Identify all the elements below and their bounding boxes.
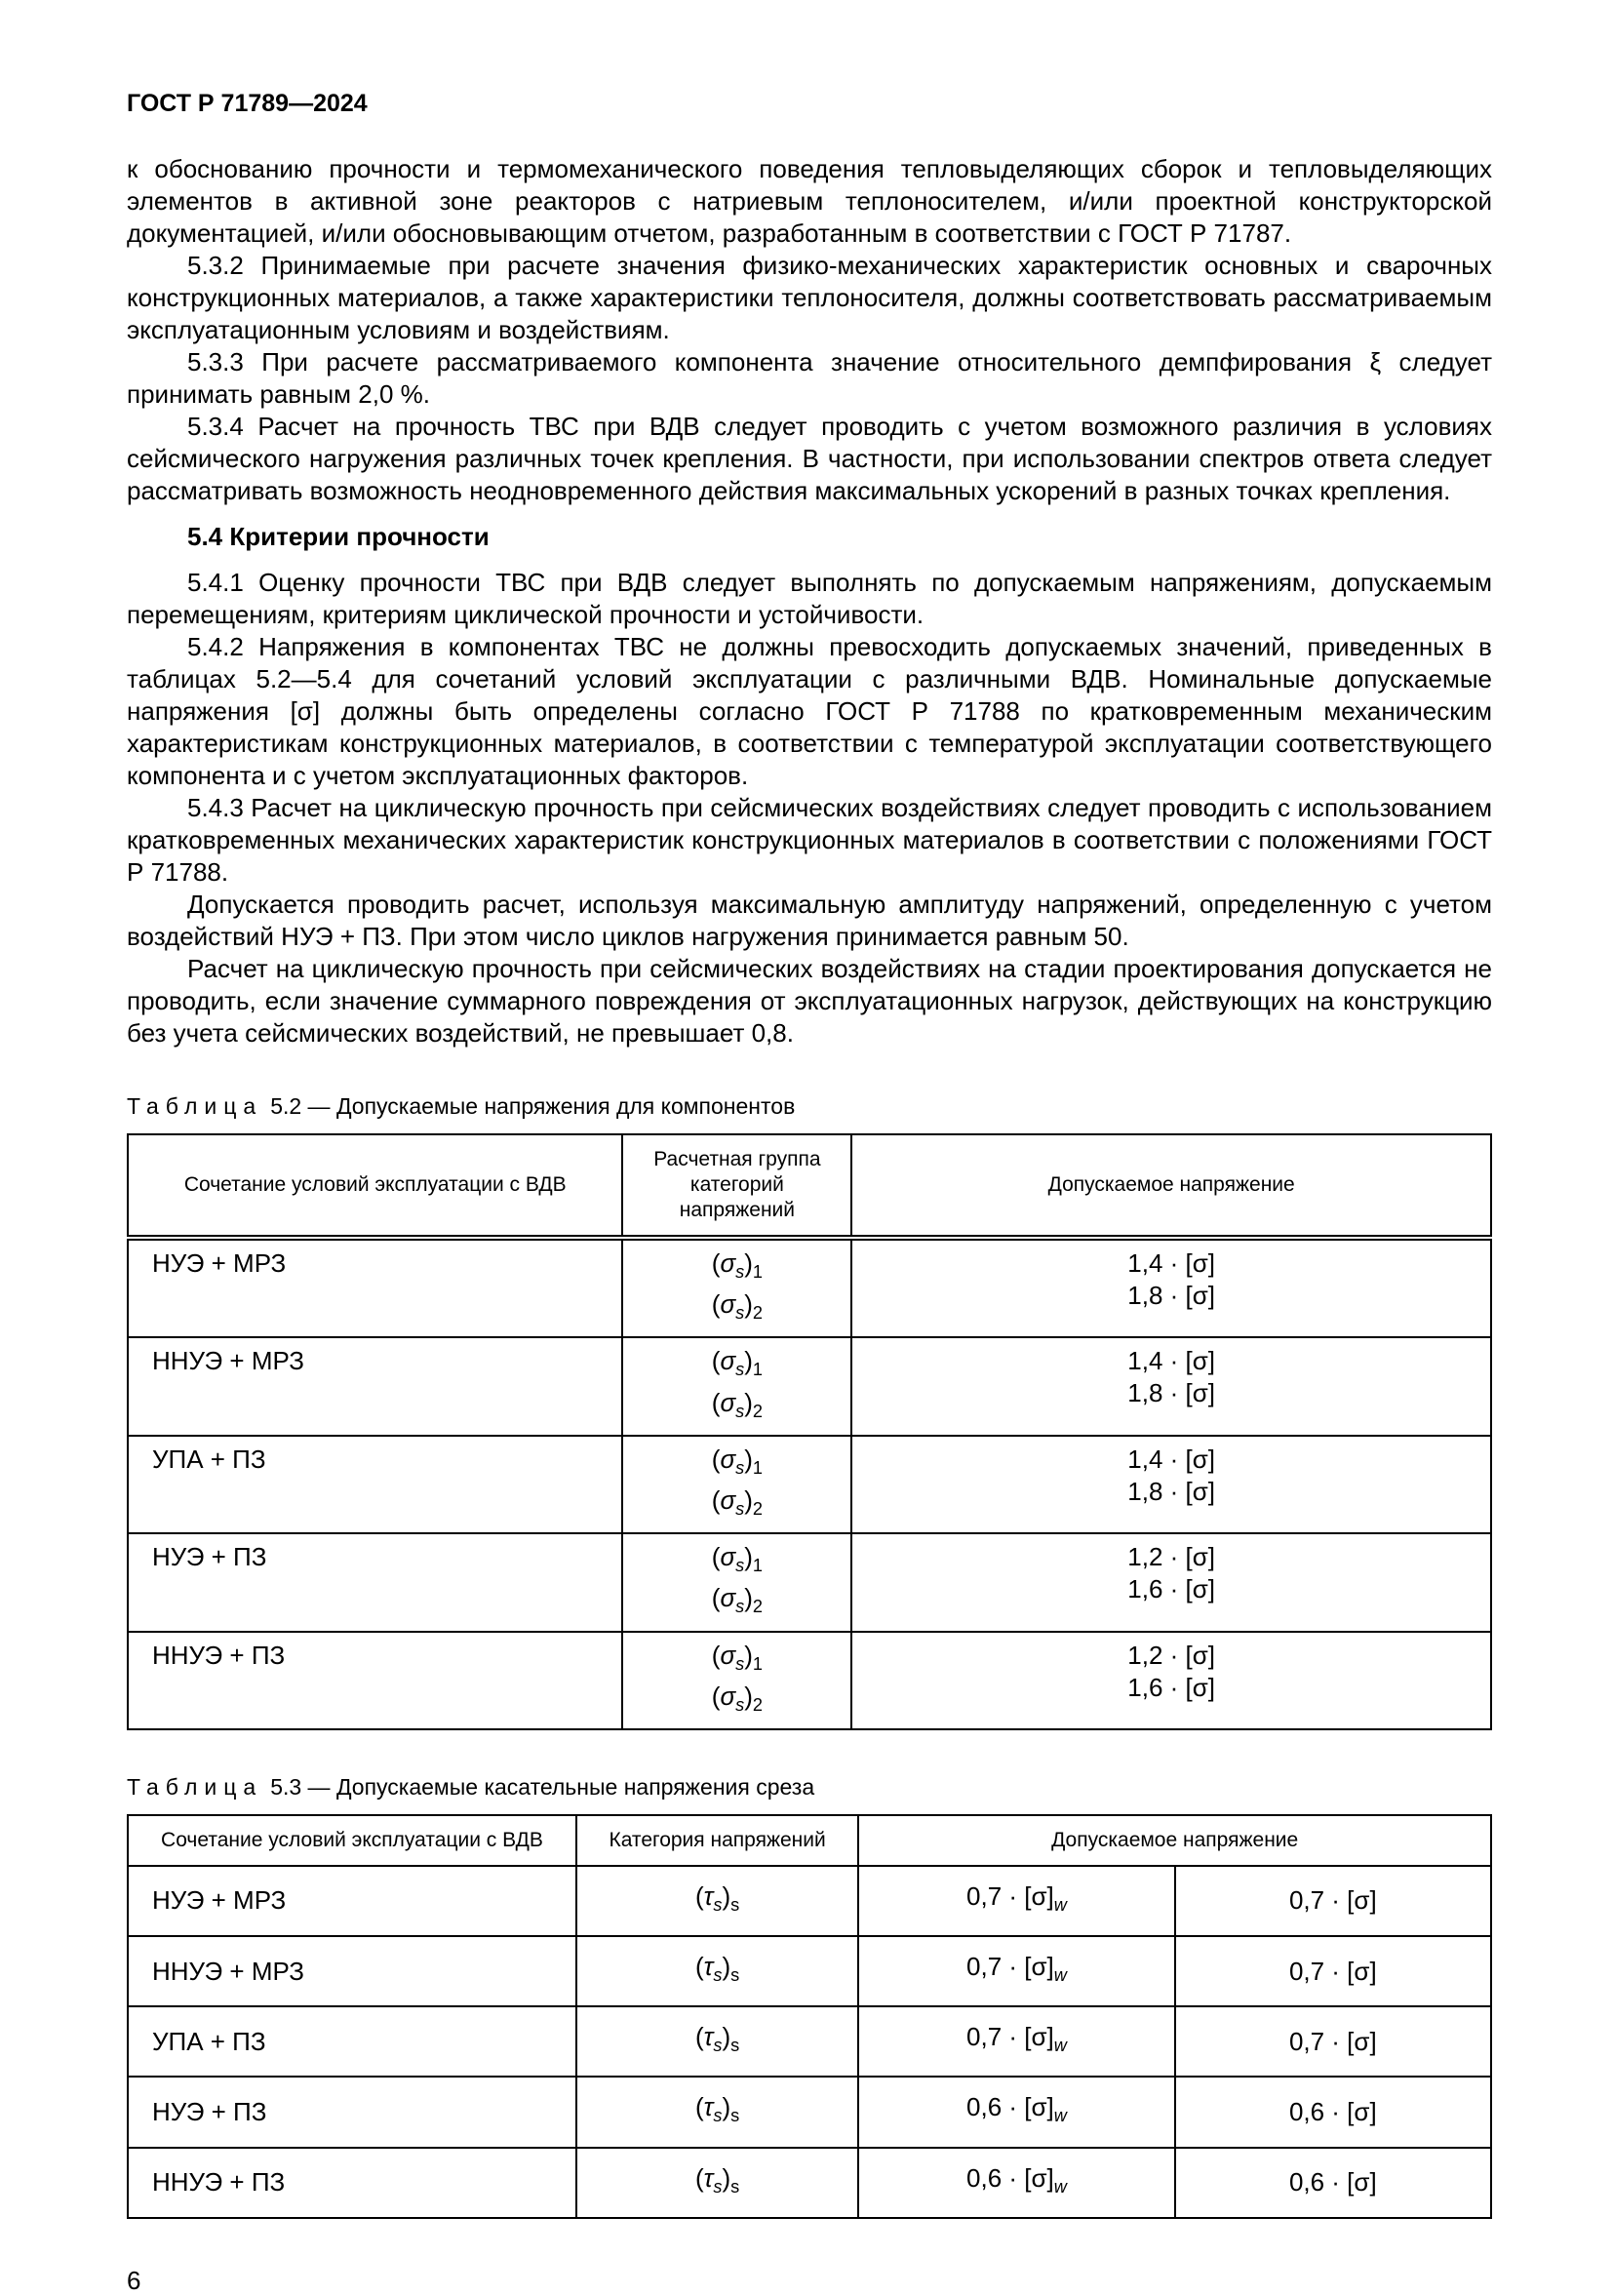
table-row — [128, 1866, 1491, 1936]
allowable-stress-cell: 0,6 · [σ] — [1175, 2148, 1491, 2218]
table-5-2-caption — [127, 1092, 1492, 1120]
stress-group-line: $(\sigma_s)_2$ — [711, 1681, 764, 1715]
allowable-stress-line: 1,8 · [σ] — [1127, 1281, 1216, 1310]
stress-group-cell — [622, 1436, 851, 1533]
stress-group-line: $(\sigma_s)_1$ — [711, 1444, 764, 1478]
table-row — [128, 1936, 1491, 2006]
allowable-stress-line: 1,6 · [σ] — [1127, 1672, 1216, 1702]
allowable-stress-line: 1,4 · [σ] — [1127, 1346, 1216, 1376]
stress-group-cell — [622, 1337, 851, 1435]
operating-condition-cell: НУЭ + ПЗ — [128, 2077, 576, 2147]
stress-category-cell: $(\tau_s)_s$ — [576, 1866, 858, 1936]
table-5-3 — [127, 1814, 1492, 2219]
allowable-stress-weld-cell: $0,7 \cdot [\sigma]_w$ — [858, 1866, 1174, 1936]
operating-condition-cell: ННУЭ + МРЗ — [128, 1936, 576, 2006]
paragraph: 5.3.3 При расчете рассматриваемого компонента значение относительного демпфирования ξ следует принимать равным 2,0 %. — [127, 347, 1492, 409]
operating-condition-cell: НУЭ + МРЗ — [128, 1238, 622, 1337]
operating-condition-cell: УПА + ПЗ — [128, 1436, 622, 1533]
stress-group-line: $(\sigma_s)_2$ — [711, 1387, 764, 1421]
allowable-stress-cell — [851, 1533, 1491, 1631]
allowable-stress-line: 1,8 · [σ] — [1127, 1378, 1216, 1408]
column-header-stress-group: Расчетная группа категорий напряжений — [622, 1134, 851, 1238]
allowable-stress-line: 1,6 · [σ] — [1127, 1574, 1216, 1604]
allowable-stress-cell — [851, 1436, 1491, 1533]
column-header-operating-conditions: Сочетание условий эксплуатации с ВДВ — [128, 1134, 622, 1238]
operating-condition-cell: УПА + ПЗ — [128, 2006, 576, 2077]
column-header-operating-conditions: Сочетание условий эксплуатации с ВДВ — [128, 1815, 576, 1866]
stress-category-cell: $(\tau_s)_s$ — [576, 2077, 858, 2147]
stress-group-line: $(\sigma_s)_1$ — [711, 1640, 764, 1674]
stress-group-line: $(\sigma_s)_2$ — [711, 1484, 764, 1520]
table-caption-label: Таблица — [127, 1093, 263, 1119]
allowable-stress-line: 1,2 · [σ] — [1127, 1542, 1216, 1572]
allowable-stress-line: 1,4 · [σ] — [1127, 1444, 1216, 1474]
table-row — [128, 1337, 1491, 1435]
allowable-stress-cell: 0,7 · [σ] — [1175, 1866, 1491, 1936]
allowable-stress-weld-cell: $0,7 \cdot [\sigma]_w$ — [858, 1936, 1174, 2006]
table-row — [128, 1436, 1491, 1533]
table-row — [128, 1533, 1491, 1631]
allowable-stress-line: 1,8 · [σ] — [1127, 1476, 1216, 1506]
stress-group-line: $(\sigma_s)_2$ — [711, 1583, 764, 1617]
allowable-stress-weld-cell: $0,7 \cdot [\sigma]_w$ — [858, 2006, 1174, 2077]
table-caption-text: 5.2 — Допускаемые напряжения для компонентов — [270, 1093, 796, 1119]
table-row — [128, 2077, 1491, 2147]
paragraph: 5.4.3 Расчет на циклическую прочность при сейсмических воздействиях следует проводить с использованием кратковременных механических характеристик конструкционных материалов в соответствии с положениями ГОСТ Р 71788. — [127, 793, 1492, 887]
allowable-stress-cell: 0,6 · [σ] — [1175, 2077, 1491, 2147]
stress-group-line: $(\sigma_s)_2$ — [711, 1289, 764, 1324]
table-row — [128, 1238, 1491, 1337]
stress-category-cell: $(\tau_s)_s$ — [576, 2006, 858, 2077]
operating-condition-cell: ННУЭ + МРЗ — [128, 1337, 622, 1435]
table-5-3-caption — [127, 1773, 1492, 1801]
stress-category-cell: $(\tau_s)_s$ — [576, 2148, 858, 2218]
allowable-stress-cell: 0,7 · [σ] — [1175, 2006, 1491, 2077]
stress-group-line: $(\sigma_s)_1$ — [711, 1248, 764, 1283]
section-heading-5-4: 5.4 Критерии прочности — [187, 522, 490, 551]
allowable-stress-cell — [851, 1337, 1491, 1435]
column-header-stress-category: Категория напряжений — [576, 1815, 858, 1866]
stress-group-cell — [622, 1238, 851, 1337]
table-row — [128, 2148, 1491, 2218]
allowable-stress-weld-cell: $0,6 \cdot [\sigma]_w$ — [858, 2148, 1174, 2218]
stress-category-cell: $(\tau_s)_s$ — [576, 1936, 858, 2006]
table-5-2 — [127, 1133, 1492, 1730]
table-caption-text: 5.3 — Допускаемые касательные напряжения среза — [270, 1773, 815, 1800]
paragraph: Допускается проводить расчет, используя максимальную амплитуду напряжений, определенную с учетом воздействий НУЭ + ПЗ. При этом число циклов нагружения принимается равным 50. — [127, 890, 1492, 951]
paragraph: к обоснованию прочности и термомеханического поведения тепловыделяющих сборок и тепловыделяющих элементов в активной зоне реакторов с натриевым теплоносителем, и/или проектной конструкторской документацией, и/или обосновывающим отчетом, разработанным в соответствии с ГОСТ Р 71787. — [127, 154, 1492, 248]
table-header-row — [128, 1134, 1491, 1238]
allowable-stress-weld-cell: $0,6 \cdot [\sigma]_w$ — [858, 2077, 1174, 2147]
allowable-stress-cell: 0,7 · [σ] — [1175, 1936, 1491, 2006]
stress-group-line: $(\sigma_s)_1$ — [711, 1542, 764, 1576]
paragraph: 5.4.2 Напряжения в компонентах ТВС не должны превосходить допускаемых значений, приведенных в таблицах 5.2—5.4 для сочетаний условий эксплуатации с различными ВДВ. Номинальные допускаемые напряжения [σ] должны быть определены согласно ГОСТ Р 71788 по кратковременным механическим характеристикам конструкционных материалов, в соответствии с температурой эксплуатации соответствующего компонента и с учетом эксплуатационных факторов. — [127, 632, 1492, 790]
allowable-stress-line: 1,4 · [σ] — [1127, 1248, 1216, 1278]
paragraph: 5.3.2 Принимаемые при расчете значения физико-механических характеристик основных и сварочных конструкционных материалов, а также характеристики теплоносителя, должны соответствовать рассматриваемым эксплуатационным условиям и воздействиям. — [127, 251, 1492, 344]
table-caption-label: Таблица — [127, 1773, 263, 1800]
column-header-allowable-stress: Допускаемое напряжение — [858, 1815, 1491, 1866]
allowable-stress-cell — [851, 1632, 1491, 1729]
doc-code-header: ГОСТ Р 71789—2024 — [127, 90, 368, 117]
operating-condition-cell: НУЭ + МРЗ — [128, 1866, 576, 1936]
paragraph: Расчет на циклическую прочность при сейсмических воздействиях на стадии проектирования допускается не проводить, если значение суммарного повреждения от эксплуатационных нагрузок, действующих на конструкцию без учета сейсмических воздействий, не превышает 0,8. — [127, 954, 1492, 1048]
table-header-row — [128, 1815, 1491, 1866]
stress-group-line: $(\sigma_s)_1$ — [711, 1346, 764, 1380]
operating-condition-cell: ННУЭ + ПЗ — [128, 1632, 622, 1729]
table-row — [128, 2006, 1491, 2077]
paragraph: 5.4.1 Оценку прочности ТВС при ВДВ следует выполнять по допускаемым напряжениям, допускаемым перемещениям, критериям циклической прочности и устойчивости. — [127, 568, 1492, 629]
stress-group-cell — [622, 1632, 851, 1729]
allowable-stress-line: 1,2 · [σ] — [1127, 1640, 1216, 1670]
table-row — [128, 1632, 1491, 1729]
column-header-allowable-stress: Допускаемое напряжение — [851, 1134, 1491, 1238]
page-number: 6 — [127, 2265, 141, 2295]
operating-condition-cell: НУЭ + ПЗ — [128, 1533, 622, 1631]
stress-group-cell — [622, 1533, 851, 1631]
paragraph: 5.3.4 Расчет на прочность ТВС при ВДВ следует проводить с учетом возможного различия в условиях сейсмического нагружения различных точек крепления. В частности, при использовании спектров ответа следует рассматривать возможность неодновременного действия максимальных ускорений в разных точках крепления. — [127, 412, 1492, 505]
operating-condition-cell: ННУЭ + ПЗ — [128, 2148, 576, 2218]
allowable-stress-cell — [851, 1238, 1491, 1337]
